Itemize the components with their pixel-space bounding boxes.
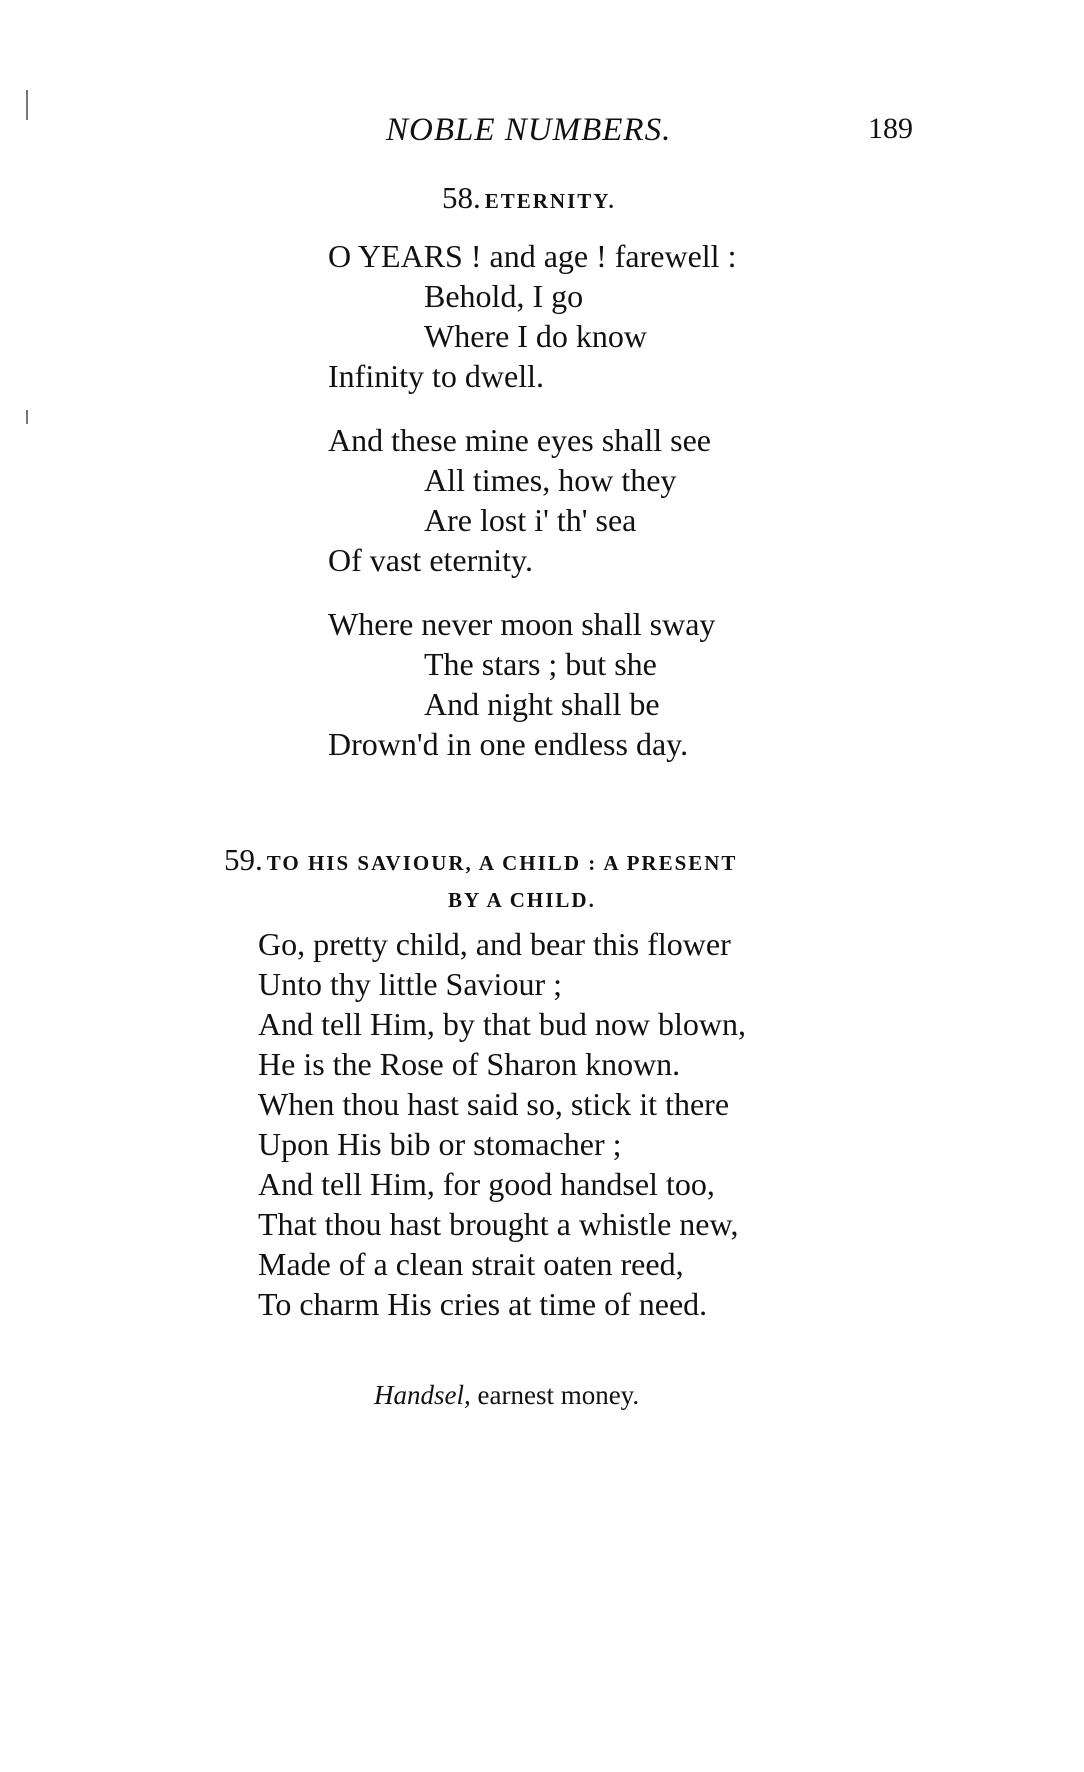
running-head: NOBLE NUMBERS.	[386, 112, 672, 148]
verse-line: Go, pretty child, and bear this flower	[258, 926, 731, 962]
poem-58-title	[442, 180, 616, 216]
poem-title: TO HIS SAVIOUR, A CHILD : A PRESENT	[266, 851, 738, 875]
poem-number: 58.	[442, 180, 481, 215]
poem-59-title	[224, 842, 737, 878]
verse-line: Upon His bib or stomacher ;	[258, 1126, 622, 1162]
verse-line: Are lost i' th' sea	[424, 502, 637, 538]
verse-line: Where never moon shall sway	[328, 606, 716, 642]
footnote-term: Handsel,	[374, 1380, 471, 1410]
verse-line: And these mine eyes shall see	[328, 422, 711, 458]
verse-line: All times, how they	[424, 462, 677, 498]
stanza-3	[328, 604, 715, 764]
scan-mark	[26, 410, 28, 424]
verse-line: O YEARS ! and age ! farewell :	[328, 238, 737, 274]
page-number: 189	[868, 112, 913, 145]
verse-line: Infinity to dwell.	[328, 358, 544, 394]
footnote-definition: earnest money.	[470, 1380, 640, 1410]
verse-line: Where I do know	[424, 318, 648, 354]
poem-59-body	[258, 924, 746, 1324]
verse-line: The stars ; but she	[424, 646, 657, 682]
poem-59-subtitle: BY A CHILD.	[448, 888, 596, 912]
stanza-2	[328, 420, 711, 580]
poem-title: ETERNITY.	[484, 189, 616, 213]
verse-line: Behold, I go	[424, 278, 584, 314]
verse-line: He is the Rose of Sharon known.	[258, 1046, 681, 1082]
verse-line: And tell Him, by that bud now blown,	[258, 1006, 746, 1042]
verse-line: Made of a clean strait oaten reed,	[258, 1246, 684, 1282]
verse-line: And tell Him, for good handsel too,	[258, 1166, 715, 1202]
verse-line: That thou hast brought a whistle new,	[258, 1206, 739, 1242]
verse-line: Drown'd in one endless day.	[328, 726, 689, 762]
verse-line: Of vast eternity.	[328, 542, 533, 578]
verse-line: When thou hast said so, stick it there	[258, 1086, 730, 1122]
verse-line: And night shall be	[424, 686, 660, 722]
footnote	[374, 1380, 639, 1411]
stanza-1	[328, 236, 736, 396]
scan-mark	[26, 90, 28, 120]
verse-line: Unto thy little Saviour ;	[258, 966, 562, 1002]
verse-line: To charm His cries at time of need.	[258, 1286, 708, 1322]
poem-number: 59.	[224, 842, 263, 877]
